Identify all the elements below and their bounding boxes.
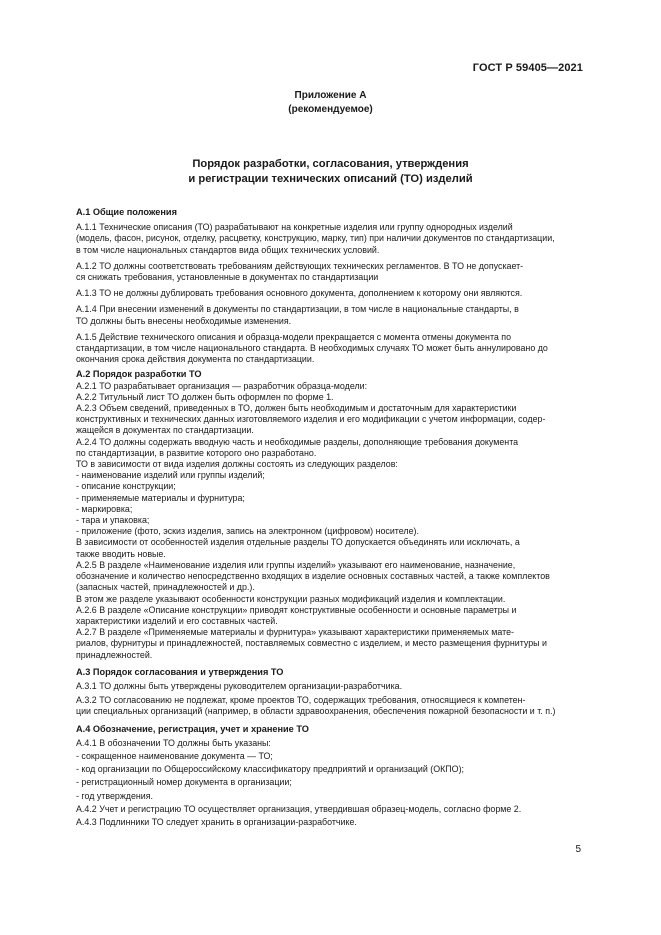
line: ции специальных организаций (например, в области здравоохранения, обеспечения пожарной безопасности и т. п.) [76, 706, 556, 717]
section-heading-a2: А.2 Порядок разработки ТО [76, 369, 202, 380]
line: А.1.3 ТО не должны дублировать требования основного документа, дополнением к которому они являются. [76, 288, 523, 299]
line: В зависимости от особенностей изделия отдельные разделы ТО допускается объединять или исключать, а [76, 537, 520, 548]
line: А.2.1 ТО разрабатывает организация — разработчик образца-модели: [76, 380, 368, 391]
annex-title: Приложение А [294, 90, 367, 101]
line: А.1.4 При внесении изменений в документы по стандартизации, в том числе в национальные стандарты, в [76, 304, 519, 315]
line: стандартизации, в том числе национального стандарта. В необходимых случаях ТО может быть аннулировано до [76, 343, 548, 354]
line: А.2.2 Титульный лист ТО должен быть оформлен по форме 1. [76, 391, 334, 402]
line: А.4.2 Учет и регистрацию ТО осуществляет организация, утвердившая образец-модель, согласно форме 2. [76, 803, 522, 814]
section-heading-a3: А.3 Порядок согласования и утверждения ТО [76, 666, 284, 677]
line: ТО должны быть внесены необходимые изменения. [76, 315, 292, 326]
line: ся снижать требования, установленные в документах по стандартизации [76, 272, 379, 283]
line: окончания срока действия документа по стандартизации. [76, 354, 315, 365]
line: в том числе национальных стандартов вида общих технических условий. [76, 244, 380, 255]
list-item: - тара и упаковка; [76, 515, 150, 526]
line: А.2.3 Объем сведений, приведенных в ТО, должен быть необходимым и достаточным для характеристики [76, 403, 517, 414]
line: А.3.2 ТО согласованию не подлежат, кроме проектов ТО, содержащих требования, относящиеся к компетен- [76, 695, 526, 706]
line: А.1.2 ТО должны соответствовать требованиям действующих технических регламентов. В ТО не допускает- [76, 260, 524, 271]
main-title-line2: и регистрации технических описаний (ТО) изделий [188, 173, 473, 185]
line: ТО в зависимости от вида изделия должны состоять из следующих разделов: [76, 459, 398, 470]
section-a1 [76, 222, 580, 365]
main-title-line1: Порядок разработки, согласования, утверждения [192, 158, 469, 170]
page-number: 5 [575, 844, 581, 855]
list-item: - наименование изделий или группы изделий; [76, 470, 265, 481]
list-item: - описание конструкции; [76, 481, 176, 492]
line: жащейся в документах по стандартизации. [76, 425, 254, 436]
line: принадлежностей. [76, 649, 153, 660]
list-item: - сокращенное наименование документа — ТО; [76, 750, 273, 761]
section-a2 [76, 381, 580, 661]
line: А.1.5 Действие технического описания и образца-модели прекращается с момента отмены документа по [76, 331, 512, 342]
section-a3 [76, 681, 580, 718]
list-item: - регистрационный номер документа в организации; [76, 777, 292, 788]
document-id: ГОСТ Р 59405—2021 [472, 62, 583, 74]
list-item: - код организации по Общероссийскому классификатору предприятий и организаций (ОКПО); [76, 764, 465, 775]
line: конструктивных и технических данных изготовляемого изделия и его модификации с учетом информации, содер- [76, 414, 546, 425]
line: (модель, фасон, рисунок, отделку, расцветку, конструкцию, марку, тип) при наличии документов по стандартизации, [76, 233, 555, 244]
line: А.2.4 ТО должны содержать вводную часть и необходимые разделы, дополняющие требования документа [76, 436, 519, 447]
line: А.2.6 В разделе «Описание конструкции» приводят конструктивные особенности и основные параметры и [76, 604, 517, 615]
main-title [0, 157, 661, 187]
line: А.2.7 В разделе «Применяемые материалы и фурнитура» указывают характеристики применяемых мате- [76, 627, 515, 638]
line: риалов, фурнитуры и принадлежностей, поставляемых совместно с изделием, и место размещения фурнитуры и [76, 638, 547, 649]
annex-subtitle: (рекомендуемое) [288, 104, 373, 115]
list-item: - приложение (фото, эскиз изделия, запись на электронном (цифровом) носителе). [76, 526, 419, 537]
line: А.3.1 ТО должны быть утверждены руководителем организации-разработчика. [76, 680, 403, 691]
line: по стандартизации, в развитие которого оно разработано. [76, 447, 317, 458]
line: характеристики изделий и его составных частей. [76, 615, 278, 626]
line: А.1.1 Технические описания (ТО) разрабатывают на конкретные изделия или группу однородных изделий [76, 222, 513, 233]
line: А.2.5 В разделе «Наименование изделия или группы изделий» указывают его наименование, назначение, [76, 559, 516, 570]
section-heading-a1: А.1 Общие положения [76, 207, 177, 217]
list-item: - год утверждения. [76, 790, 154, 801]
document-body [76, 207, 580, 828]
line: В этом же разделе указывают особенности конструкции разных модификаций изделия и комплектации. [76, 593, 506, 604]
list-item: - применяемые материалы и фурнитура; [76, 492, 245, 503]
line: (запасных частей, принадлежностей и др.). [76, 582, 255, 593]
line: А.4.3 Подлинники ТО следует хранить в организации-разработчике. [76, 816, 357, 827]
annex-heading [0, 89, 661, 117]
list-item: - маркировка; [76, 503, 133, 514]
section-heading-a4: А.4 Обозначение, регистрация, учет и хранение ТО [76, 723, 309, 734]
line: А.4.1 В обозначении ТО должны быть указаны: [76, 737, 271, 748]
line: обозначение и количество непосредственно входящих в изделие основных составных частей, а также комплектов [76, 571, 550, 582]
line: также вводить новые. [76, 548, 166, 559]
section-a4 [76, 738, 580, 828]
